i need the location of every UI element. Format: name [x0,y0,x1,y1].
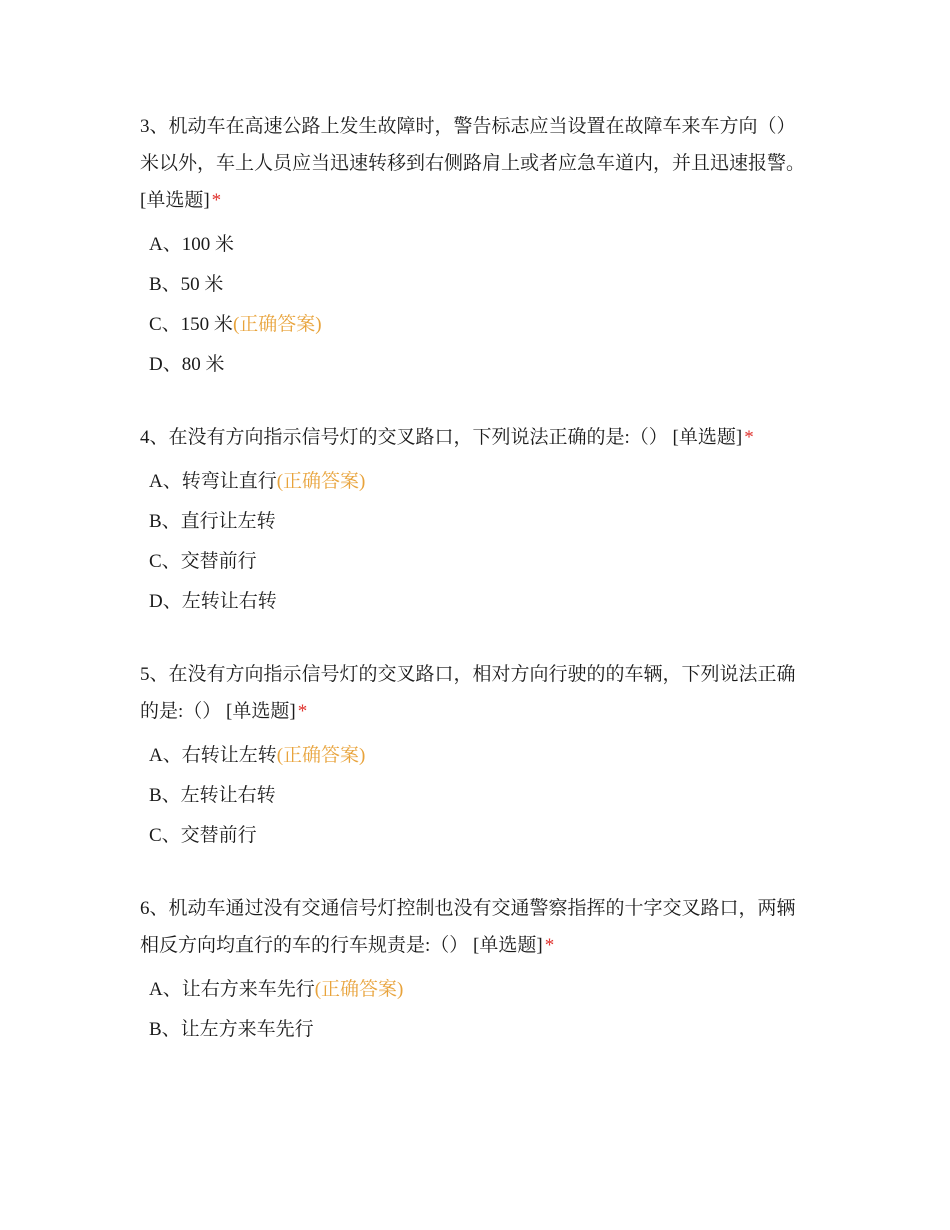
option-label: C、150 米 [149,314,233,335]
option-list [140,736,805,856]
required-mark: * [544,935,555,956]
question-text [140,108,805,219]
correct-answer-tag: (正确答案) [276,745,366,766]
option-b[interactable] [149,502,805,542]
option-c[interactable] [149,305,805,345]
option-b[interactable] [149,1010,805,1050]
option-label: C、交替前行 [149,551,257,572]
option-label: C、交替前行 [149,825,257,846]
question-text [140,419,805,456]
question-text [140,656,805,730]
option-b[interactable] [149,776,805,816]
question-stem: 6、机动车通过没有交通信号灯控制也没有交通警察指挥的十字交叉路口，两辆相反方向均直行的车的行车规责是:（） [单选题] [140,898,796,956]
option-d[interactable] [149,345,805,385]
option-label: B、让左方来车先行 [149,1019,314,1040]
question-6 [140,890,805,1050]
option-label: B、直行让左转 [149,511,276,532]
option-c[interactable] [149,816,805,856]
correct-answer-tag: (正确答案) [276,471,366,492]
correct-answer-tag: (正确答案) [232,314,322,335]
correct-answer-tag: (正确答案) [314,979,404,1000]
option-list [140,462,805,622]
option-a[interactable] [149,970,805,1010]
option-label: B、左转让右转 [149,785,276,806]
option-label: D、80 米 [149,354,225,375]
required-mark: * [744,427,754,448]
question-stem: 5、在没有方向指示信号灯的交叉路口，相对方向行驶的的车辆，下列说法正确的是:（） [单选题] [140,664,796,722]
question-stem: 3、机动车在高速公路上发生故障时，警告标志应当设置在故障车来车方向（）米以外，车上人员应当迅速转移到右侧路肩上或者应急车道内，并且迅速报警。 [单选题] [140,116,806,211]
option-list [140,225,805,385]
option-list [140,970,805,1050]
option-c[interactable] [149,542,805,582]
required-mark: * [297,701,308,722]
option-a[interactable] [149,736,805,776]
option-a[interactable] [149,225,805,265]
question-4 [140,419,805,622]
option-label: A、右转让左转 [149,745,277,766]
option-d[interactable] [149,582,805,622]
quiz-document [140,108,805,1084]
option-label: A、转弯让直行 [149,471,277,492]
option-label: A、100 米 [149,234,234,255]
option-b[interactable] [149,265,805,305]
option-label: A、让右方来车先行 [149,979,315,1000]
question-text [140,890,805,964]
option-label: B、50 米 [149,274,224,295]
question-3 [140,108,805,385]
required-mark: * [211,190,222,211]
option-label: D、左转让右转 [149,591,277,612]
question-5 [140,656,805,856]
question-stem: 4、在没有方向指示信号灯的交叉路口，下列说法正确的是:（） [单选题] [140,427,743,448]
option-a[interactable] [149,462,805,502]
